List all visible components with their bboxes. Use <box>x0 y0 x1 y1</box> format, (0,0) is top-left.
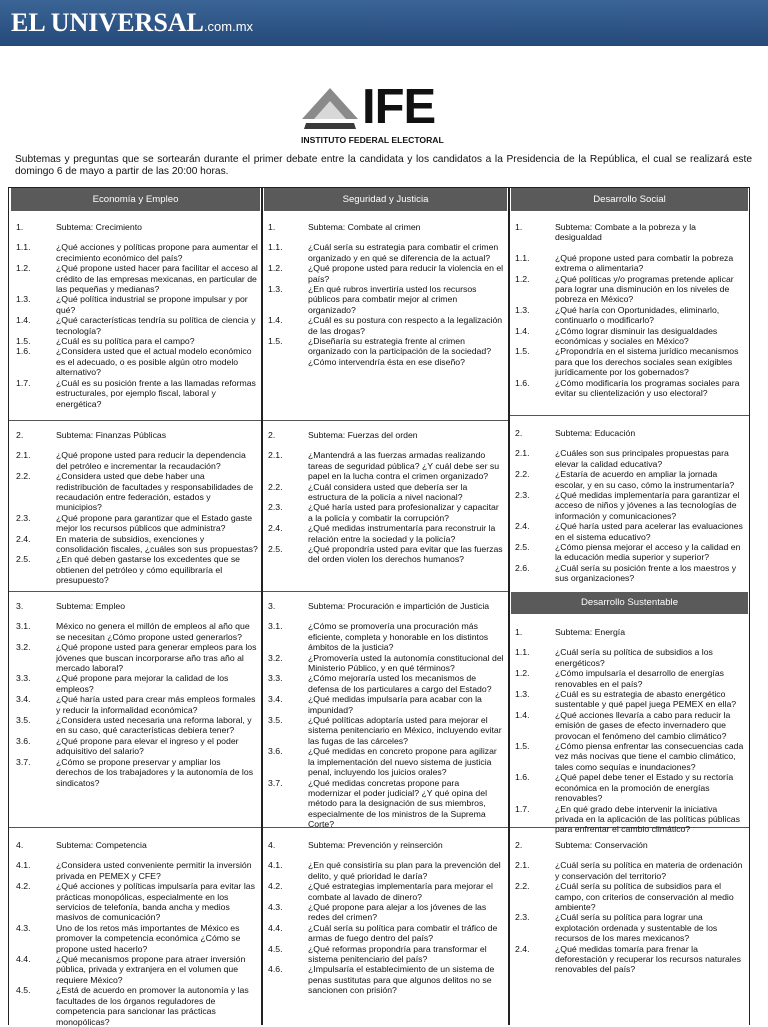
question-number: 4.3. <box>16 922 31 933</box>
section-title: 1. Subtema: Crecimiento <box>16 222 142 232</box>
question-text: ¿Qué haría usted para crear más empleos formales y reducir la informalidad económica? <box>56 694 256 715</box>
question-text: ¿Cuál sería su política de subsidios para el campo, con criterios de conservación al medio ambiente? <box>555 881 734 913</box>
question-item <box>268 694 504 715</box>
question-list <box>515 253 745 399</box>
question-number: 1.3. <box>515 689 530 700</box>
question-number: 1.4. <box>16 315 31 326</box>
row-divider <box>263 420 508 421</box>
row-divider <box>9 591 261 592</box>
question-item <box>515 274 745 305</box>
question-text: ¿Qué propondría usted para evitar que las fuerzas del orden violen los derechos humanos? <box>308 544 503 565</box>
section-title: 1. Subtema: Combate a la pobreza y la desigualdad <box>515 222 697 243</box>
question-item <box>16 642 258 673</box>
question-number: 1.7. <box>16 377 31 388</box>
question-text: ¿Qué políticas y/o programas pretende aplicar para lograr una disminución en los niveles de pobreza en México? <box>555 273 734 305</box>
column-divider <box>508 188 510 1025</box>
question-item <box>16 954 258 985</box>
question-item <box>515 881 745 912</box>
question-list <box>16 450 258 585</box>
question-item <box>268 881 504 902</box>
question-item <box>268 315 504 336</box>
question-item <box>268 944 504 965</box>
question-list <box>16 242 258 409</box>
section-title: 4. Subtema: Competencia <box>16 840 147 850</box>
question-number: 1.5. <box>515 741 530 752</box>
question-text: ¿Qué medidas implementaría para garantizar el acceso de niños y jóvenes a las tecnologías de información y comunicaciones? <box>555 490 740 521</box>
question-number: 3.7. <box>16 756 31 767</box>
question-item <box>16 881 258 923</box>
question-list <box>16 621 258 788</box>
question-item <box>16 621 258 642</box>
section-crecimiento <box>16 222 258 409</box>
section-energia <box>515 627 745 835</box>
section-title: 2. Subtema: Conservación <box>515 840 648 850</box>
question-number: 3.5. <box>16 715 31 726</box>
question-number: 3.1. <box>16 621 31 632</box>
question-number: 4.2. <box>16 881 31 892</box>
site-logo[interactable] <box>11 8 253 38</box>
question-text: ¿Cuál sería su política para combatir el tráfico de armas de fuego dentro del país? <box>308 922 498 944</box>
question-item <box>268 778 504 830</box>
question-item <box>515 804 745 835</box>
column-header-economia: Economía y Empleo <box>11 188 260 211</box>
question-text: ¿Qué haría usted para profesionalizar y capacitar a la policía y combatir la corrupción? <box>308 502 499 523</box>
question-number: 3.1. <box>268 621 283 632</box>
question-number: 3.2. <box>16 642 31 653</box>
question-item <box>515 378 745 399</box>
question-text: ¿Qué medidas impulsaría para acabar con la impunidad? <box>308 694 482 715</box>
debate-topics-table <box>8 187 750 1025</box>
section-procuracion-justicia <box>268 601 504 830</box>
question-item <box>515 860 745 881</box>
question-number: 3.7. <box>268 777 283 788</box>
question-number: 4.5. <box>16 985 31 996</box>
question-item <box>16 336 258 346</box>
question-item <box>16 694 258 715</box>
question-item <box>16 860 258 881</box>
question-list <box>268 242 504 367</box>
question-item <box>16 450 258 471</box>
question-number: 4.4. <box>268 922 283 933</box>
question-number: 3.3. <box>268 673 283 684</box>
question-number: 2.4. <box>268 523 283 534</box>
ife-acronym: IFE <box>362 80 436 134</box>
question-item <box>268 653 504 674</box>
question-number: 3.3. <box>16 673 31 684</box>
section-title: 2. Subtema: Fuerzas del orden <box>268 430 418 440</box>
question-text: ¿Cuál sería su política para lograr una explotación ordenada y sustentable de los recursos de los mares mexicanos? <box>555 912 718 944</box>
question-item <box>16 673 258 694</box>
question-text: ¿Propondría en el sistema jurídico mecanismos para que los derechos sociales sean exigibles jurídicamente por los gobernados? <box>555 346 739 378</box>
question-number: 2.5. <box>16 554 31 565</box>
question-text: En materia de subsidios, exenciones y consolidación fiscales, ¿cuáles son sus propuestas? <box>56 533 258 555</box>
question-text: ¿En qué deben gastarse los excedentes que se obtienen del petróleo y cómo equilibraría el presupuesto? <box>56 554 241 586</box>
row-divider <box>510 415 749 416</box>
question-text: ¿Cómo modificaría los programas sociales para evitar su clientelización y uso electoral? <box>555 377 740 399</box>
question-text: ¿Promovería usted la autonomía constitucional del Ministerio Público, y en qué términos? <box>308 652 504 674</box>
question-number: 1.2. <box>515 668 530 679</box>
question-text: ¿Qué propone para mejorar la calidad de los empleos? <box>56 673 229 694</box>
question-text: ¿Qué propone usted para reducir la violencia en el país? <box>308 263 504 284</box>
question-text: ¿Impulsaría el establecimiento de un sistema de penas sustitutas para que algunos delitos no se sancionen con prisión? <box>308 964 495 996</box>
question-item <box>515 689 745 710</box>
question-text: ¿Qué propone usted para combatir la pobreza extrema o alimentaria? <box>555 252 734 274</box>
question-text: ¿Qué medidas concretas propone para modernizar el poder judicial? ¿Y qué opina del método para la designación de sus miembros, especialmente de los ministros de la Suprema Corte? <box>308 777 488 830</box>
question-list <box>268 621 504 829</box>
question-item <box>268 673 504 694</box>
question-item <box>16 471 258 513</box>
question-item <box>16 294 258 315</box>
intro-paragraph: Subtemas y preguntas que se sortearán durante el primer debate entre la candidata y los candidatos a la Presidencia de la República, el cual se realizará este domingo 6 de mayo a partir de las 20:00 horas. <box>15 154 752 177</box>
section-empleo <box>16 601 258 788</box>
question-text: ¿Cómo lograr disminuir las desigualdades económicas y sociales en México? <box>555 325 718 347</box>
section-title: 3. Subtema: Procuración e impartición de Justicia <box>268 601 490 611</box>
question-text: ¿Qué haría usted para acelerar las evaluaciones en el sistema educativo? <box>555 521 743 542</box>
question-number: 2.2. <box>268 481 283 492</box>
question-text: ¿Qué medidas tomaría para frenar la deforestación y recuperar los recursos naturales renovables del país? <box>555 943 741 975</box>
question-text: ¿En qué grado debe intervenir la iniciativa privada en la aplicación de las políticas públicas para enfrentar el cambio climático? <box>555 803 740 835</box>
site-header-bar <box>0 0 768 46</box>
question-item <box>515 490 745 521</box>
question-text: ¿Cómo se promovería una procuración más eficiente, completa y honorable en los distintos ámbitos de la justicia? <box>308 621 489 653</box>
question-text: ¿Cuáles son sus principales propuestas para elevar la calidad educativa? <box>555 448 729 469</box>
question-text: ¿Diseñaría su estrategia frente al crimen organizado con la participación de la sociedad? ¿Cómo intervendría ésta en ese diseño? <box>308 336 492 367</box>
question-text: ¿En qué rubros invertiría usted los recursos públicos para combatir mejor al crimen organizado? <box>308 284 477 315</box>
question-number: 1.6. <box>16 346 31 357</box>
section-fuerzas-orden <box>268 430 504 565</box>
question-item <box>268 746 504 777</box>
question-item <box>268 482 504 503</box>
question-item <box>515 741 745 772</box>
question-number: 4.5. <box>268 943 283 954</box>
question-text: ¿Qué política industrial se propone impulsar y por qué? <box>56 294 248 315</box>
ife-full-name: INSTITUTO FEDERAL ELECTORAL <box>301 135 444 145</box>
question-number: 2.6. <box>515 562 530 573</box>
question-number: 1.4. <box>515 709 530 720</box>
question-number: 1.6. <box>515 772 530 783</box>
question-item <box>515 521 745 542</box>
question-text: ¿Mantendrá a las fuerzas armadas realizando tareas de seguridad pública? ¿Y cuál debe ser su papel en la lucha contra el crimen organizado? <box>308 450 500 482</box>
question-text: ¿Cómo impulsaría el desarrollo de energías renovables en el país? <box>555 668 725 689</box>
question-text: ¿Qué medidas instrumentaría para reconstruir la relación entre la sociedad y la policía? <box>308 523 496 544</box>
section-combate-crimen <box>268 222 504 367</box>
question-number: 1.4. <box>268 315 283 326</box>
question-item <box>16 554 258 585</box>
question-text: ¿Cómo se propone preservar y ampliar los derechos de los trabajadores y la autonomía de los sindicatos? <box>56 756 254 788</box>
question-item <box>268 715 504 746</box>
question-text: ¿Qué acciones llevaría a cabo para reducir la emisión de gases de efecto invernadero que provocan el fenómeno del cambio climático? <box>555 709 731 741</box>
question-item <box>16 534 258 555</box>
question-number: 1.7. <box>515 803 530 814</box>
question-item <box>515 542 745 563</box>
question-number: 2.3. <box>515 912 530 923</box>
question-text: ¿Qué acciones y políticas propone para aumentar el crecimiento económico del país? <box>56 242 258 263</box>
section-title: 2. Subtema: Educación <box>515 428 636 438</box>
question-number: 1.2. <box>16 263 31 274</box>
question-number: 2.3. <box>515 490 530 501</box>
question-number: 3.4. <box>16 694 31 705</box>
question-item <box>515 668 745 689</box>
question-number: 3.6. <box>16 735 31 746</box>
question-text: ¿Cuál es su estrategia de abasto energético sustentable y qué papel juega PEMEX en ella? <box>555 689 737 710</box>
question-item <box>268 923 504 944</box>
question-number: 2.4. <box>515 521 530 532</box>
site-name: EL UNIVERSAL <box>11 8 204 37</box>
question-number: 2.1. <box>515 860 530 871</box>
question-item <box>16 715 258 736</box>
question-number: 3.6. <box>268 746 283 757</box>
column-header-seguridad: Seguridad y Justicia <box>264 188 507 211</box>
question-number: 2.2. <box>16 471 31 482</box>
question-number: 3.2. <box>268 652 283 663</box>
question-item <box>268 621 504 652</box>
question-text: ¿Qué propone usted hacer para facilitar el acceso al crédito de las empresas mexicanas, en particular de las pequeñas y medianas? <box>56 263 258 295</box>
section-title: 4. Subtema: Prevención y reinserción <box>268 840 443 850</box>
ife-emblem-icon <box>300 85 360 131</box>
question-text: Uno de los retos más importantes de México es promover la competencia económica ¿Cómo se propone usted hacerlo? <box>56 922 241 954</box>
question-text: ¿Cuál sería su estrategia para combatir el crimen organizado y en qué se diferencia de la actual? <box>308 242 499 263</box>
question-item <box>268 450 504 481</box>
ife-logo <box>300 80 468 147</box>
question-number: 2.3. <box>268 502 283 513</box>
question-text: ¿Qué acciones y políticas impulsaría para evitar las prácticas monopólicas, especialmente en los servicios de telefonía, banda ancha y medios masivos de comunicación? <box>56 881 255 923</box>
question-item <box>16 346 258 377</box>
question-text: ¿Qué estrategias implementaría para mejorar el combate al lavado de dinero? <box>308 881 493 902</box>
question-number: 1.3. <box>268 284 283 295</box>
question-item <box>268 242 504 263</box>
question-number: 1.1. <box>515 647 530 658</box>
question-item <box>515 772 745 803</box>
question-number: 2.3. <box>16 512 31 523</box>
question-number: 1.1. <box>515 252 530 263</box>
question-number: 2.4. <box>515 943 530 954</box>
question-item <box>16 757 258 788</box>
section-educacion <box>515 428 745 584</box>
section-title: 2. Subtema: Finanzas Públicas <box>16 430 167 440</box>
question-text: ¿Considera usted necesaria una reforma laboral, y en su caso, qué características debiera tener? <box>56 715 252 736</box>
site-domain: .com.mx <box>203 19 254 34</box>
question-item <box>515 912 745 943</box>
question-item <box>268 263 504 284</box>
question-text: ¿Qué reformas propondría para transformar el sistema penitenciario del país? <box>308 943 487 965</box>
question-list <box>268 450 504 564</box>
question-text: ¿Qué características tendría su política de ciencia y tecnología? <box>56 315 256 336</box>
question-item <box>515 647 745 668</box>
question-number: 4.6. <box>268 964 283 975</box>
question-number: 1.3. <box>16 294 31 305</box>
question-text: ¿Qué medidas en concreto propone para agilizar la implementación del nuevo sistema de justicia penal, incluyendo los juicios orales? <box>308 746 497 778</box>
question-item <box>268 502 504 523</box>
question-item <box>515 469 745 490</box>
section-title: 1. Subtema: Energía <box>515 627 626 637</box>
row-divider <box>263 591 508 592</box>
column-header-social: Desarrollo Social <box>511 188 748 211</box>
question-number: 1.3. <box>515 304 530 315</box>
question-text: ¿Qué propone para garantizar que el Estado gaste mejor los recursos públicos que administra? <box>56 512 253 534</box>
question-text: ¿Qué haría con Oportunidades, eliminarlo, continuarlo o modificarlo? <box>555 304 720 326</box>
question-text: ¿Qué políticas adoptaría usted para mejorar el sistema penitenciario en México, incluyendo evitar las fugas de las cárceles? <box>308 715 502 746</box>
question-number: 4.2. <box>268 881 283 892</box>
question-number: 1.1. <box>268 242 283 253</box>
question-text: ¿Qué propone usted para generar empleos para los jóvenes que buscan incorporarse año tras año al mercado laboral? <box>56 642 257 674</box>
question-text: ¿En qué consistiría su plan para la prevención del delito, y qué prioridad le daría? <box>308 860 501 881</box>
column-divider <box>261 188 263 1025</box>
question-text: ¿Cuál sería su política en materia de ordenación y conservación del territorio? <box>555 860 743 881</box>
question-number: 2.2. <box>515 881 530 892</box>
question-item <box>515 346 745 377</box>
question-text: ¿Cómo piensa mejorar el acceso y la calidad en la educación media superior y superior? <box>555 542 741 563</box>
question-number: 1.5. <box>16 336 31 347</box>
question-item <box>16 315 258 336</box>
question-number: 4.1. <box>268 860 283 871</box>
question-number: 2.2. <box>515 469 530 480</box>
question-list <box>268 860 504 995</box>
question-item <box>16 263 258 294</box>
question-list <box>515 860 745 974</box>
question-number: 2.5. <box>268 544 283 555</box>
question-number: 2.1. <box>515 448 530 459</box>
question-number: 1.5. <box>515 346 530 357</box>
question-item <box>16 513 258 534</box>
question-text: México no genera el millón de empleos al año que se necesitan ¿Cómo propone usted generarlos? <box>56 621 250 642</box>
section-conservacion <box>515 840 745 975</box>
row-divider <box>9 420 261 421</box>
question-number: 2.1. <box>16 450 31 461</box>
question-item <box>515 448 745 469</box>
question-item <box>16 923 258 954</box>
question-text: ¿Qué papel debe tener el Estado y su rectoría económica en la promoción de energías renovables? <box>555 772 734 804</box>
question-text: ¿Cómo mejoraría usted los mecanismos de defensa de los particulares a cargo del Estado? <box>308 673 492 694</box>
question-number: 1.1. <box>16 242 31 253</box>
question-number: 2.1. <box>268 450 283 461</box>
question-number: 4.1. <box>16 860 31 871</box>
question-item <box>515 944 745 975</box>
question-number: 3.5. <box>268 715 283 726</box>
section-finanzas-publicas <box>16 430 258 586</box>
question-item <box>515 326 745 347</box>
question-item <box>16 985 258 1027</box>
question-item <box>16 378 258 409</box>
question-text: ¿Cuál considera usted que debería ser la estructura de la policía a nivel nacional? <box>308 481 468 503</box>
question-item <box>268 336 504 367</box>
question-number: 1.6. <box>515 377 530 388</box>
question-text: ¿Qué propone para elevar el ingreso y el poder adquisitivo del salario? <box>56 735 239 757</box>
question-number: 1.2. <box>268 263 283 274</box>
question-number: 4.3. <box>268 902 283 913</box>
question-number: 4.4. <box>16 954 31 965</box>
question-text: ¿Está de acuerdo en promover la autonomía y las facultades de los órganos reguladores de competencia para sancionar las prácticas monopólicas? <box>56 985 249 1027</box>
question-text: ¿Qué propone para alejar a los jóvenes de las redes del crimen? <box>308 902 487 923</box>
question-list <box>515 448 745 583</box>
column-header-sustentable: Desarrollo Sustentable <box>511 592 748 614</box>
question-list <box>515 647 745 834</box>
question-number: 1.2. <box>515 273 530 284</box>
question-text: ¿Cuál es su postura con respecto a la legalización de las drogas? <box>308 315 503 336</box>
section-pobreza <box>515 222 745 399</box>
question-text: ¿Cuál es su política para el campo? <box>56 336 195 347</box>
question-text: ¿Considera usted que el actual modelo económico es el adecuado, o es posible algún otro modelo alternativo? <box>56 346 252 378</box>
question-text: ¿Cómo piensa enfrentar las consecuencias cada vez más nocivas que tiene el cambio climático, tales como sequías e inundaciones? <box>555 741 744 772</box>
question-number: 1.4. <box>515 325 530 336</box>
question-item <box>515 563 745 584</box>
section-prevencion <box>268 840 504 996</box>
question-text: ¿Considera usted conveniente permitir la inversión privada en PEMEX y CFE? <box>56 860 252 881</box>
question-text: ¿Estaría de acuerdo en ampliar la jornada escolar, y en su caso, cómo la instrumentaría? <box>555 469 735 490</box>
question-text: ¿Cuál sería su política de subsidios a los energéticos? <box>555 647 713 668</box>
question-item <box>268 964 504 995</box>
question-number: 2.5. <box>515 542 530 553</box>
question-item <box>515 305 745 326</box>
question-item <box>268 902 504 923</box>
question-text: ¿Cuál sería su posición frente a los maestros y sus organizaciones? <box>555 562 737 584</box>
section-competencia <box>16 840 258 1027</box>
question-item <box>16 736 258 757</box>
question-item <box>268 523 504 544</box>
question-item <box>515 253 745 274</box>
question-item <box>16 242 258 263</box>
question-text: ¿Qué propone usted para reducir la dependencia del petróleo e incrementar la recaudación? <box>56 450 246 471</box>
section-title: 3. Subtema: Empleo <box>16 601 126 611</box>
question-item <box>268 284 504 315</box>
question-text: ¿Qué mecanismos propone para atraer inversión pública, privada y extranjera en el volumen que requiere México? <box>56 954 246 985</box>
question-number: 2.4. <box>16 533 31 544</box>
question-number: 3.4. <box>268 694 283 705</box>
question-list <box>16 860 258 1027</box>
section-title: 1. Subtema: Combate al crimen <box>268 222 421 232</box>
question-item <box>515 710 745 741</box>
question-text: ¿Considera usted que debe haber una redistribución de facultades y responsabilidades de recaudación entre federación, estados y municipios? <box>56 471 254 513</box>
row-divider <box>9 827 261 828</box>
question-item <box>268 544 504 565</box>
question-number: 1.5. <box>268 336 283 347</box>
question-item <box>268 860 504 881</box>
question-text: ¿Cuál es su posición frente a las llamadas reformas estructurales, por ejemplo fiscal, laboral y energética? <box>56 377 256 409</box>
